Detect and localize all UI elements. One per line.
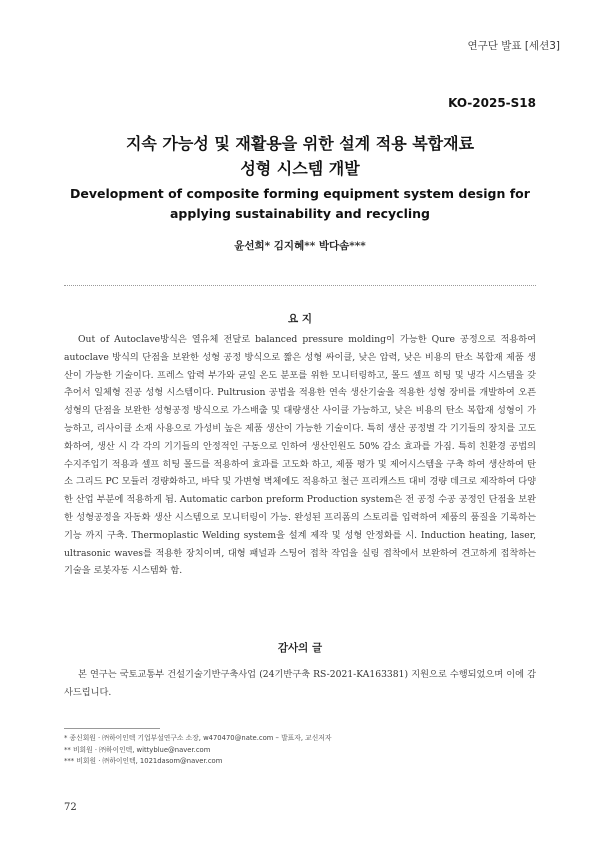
english-title [60,184,540,224]
korean-title-line-1: 지속 가능성 및 재활용을 위한 설계 적용 복합재료 [125,134,475,153]
korean-title-line-2: 성형 시스템 개발 [240,159,360,178]
footnotes [64,733,536,768]
footnote-2: ** 비회원 · ㈜하이인텍, wittyblue@naver.com [64,745,211,754]
korean-title [0,131,600,181]
footnote-rule [64,728,160,729]
english-title-line-2: applying sustainability and recycling [170,206,430,221]
section-label: 연구단 발표 [세션3] [467,40,560,52]
page-number: 72 [64,802,77,813]
author-list: 윤선희* 김지혜** 박다솜*** [234,240,366,252]
acknowledgement-heading: 감사의 글 [277,642,323,654]
acknowledgement-body: 본 연구는 국토교통부 건설기술기반구축사업 (24기반구축 RS-2021-KA163381) 지원으로 수행되었으며 이에 감사드립니다. [64,669,536,698]
footnote-3: *** 비회원 · ㈜하이인텍, 1021dasom@naver.com [64,757,223,766]
abstract-heading: 요 지 [288,313,312,325]
english-title-line-1: Development of composite forming equipment system design for [70,186,530,201]
paper-code: KO-2025-S18 [448,96,536,110]
dotted-divider [64,285,536,286]
footnote-1: * 종신회원 · ㈜하이인텍 기업부설연구소 소장, w470470@nate.com – 발표자, 교신저자 [64,734,332,742]
abstract-body: Out of Autoclave방식은 열유체 전달로 balanced pressure molding이 가능한 Qure 공정으로 적용하여 autoclave 방식의 단점을 보완한 성형 공정 방식으로 짧은 성형 싸이클, 낮은 압력, 낮은 비용의 탄소 복합재 제품 생산이 가능한 기술이다. 프레스 압력 부가와 균일 온도 분포를 위한 모니터링하고, 몰드 셀프 히팅 및 냉각 시스템을 갖추어서 일체형 진공 성형 시스템이다. Pultrusion 공법을 적용한 연속 생산기술을 적용한 성형 장비를 개발하여 오픈 성형의 단점을 보완한 성형공정 방식으로 가스배출 및 대량생산 사이클 가능하고, 낮은 비용의 탄소 복합재 성형이 가능하고, 리사이클 소재 사용으로 가성비 높은 제품 생산이 가능한 기술이다. 특히 생산 공정별 각 기기들의 장치를 고도화하여, 생산 시 각 각의 기기들의 안정적인 구동으로 인하여 생산인원도 50% 감소 효과를 가짐. 특히 친환경 공법의 수지주입기 적용과 셀프 히팅 몰드를 적용하여 효과를 고도화 하고, 제품 평가 및 제어시스템을 구축 하여 생산하여 탄소 그리드 PC 모듈러 경량화하고, 바닥 및 가변형 벽체에도 적용하고 철근 프리캐스트 대비 경량 데크로 제작하여 다양한 산업 부분에 적용하게 됨. Automatic carbon preform Production system은 전 공정 수공 공정인 단점을 보완한 성형공정을 자동화 생산 시스템으로 모니터링이 가능. 완성된 프리폼의 스토리를 입력하여 제품의 품질을 기록하는 기능 까지 구축. Thermoplastic Welding system을 설계 제작 및 성형 안정화를 시. Induction heating, laser, ultrasonic waves를 적용한 장치이며, 대형 패널과 스팅어 접착 작업을 실링 접착에서 보완하여 견고하게 접착하는 기술을 로봇자동 시스템화 함. [64,334,536,577]
